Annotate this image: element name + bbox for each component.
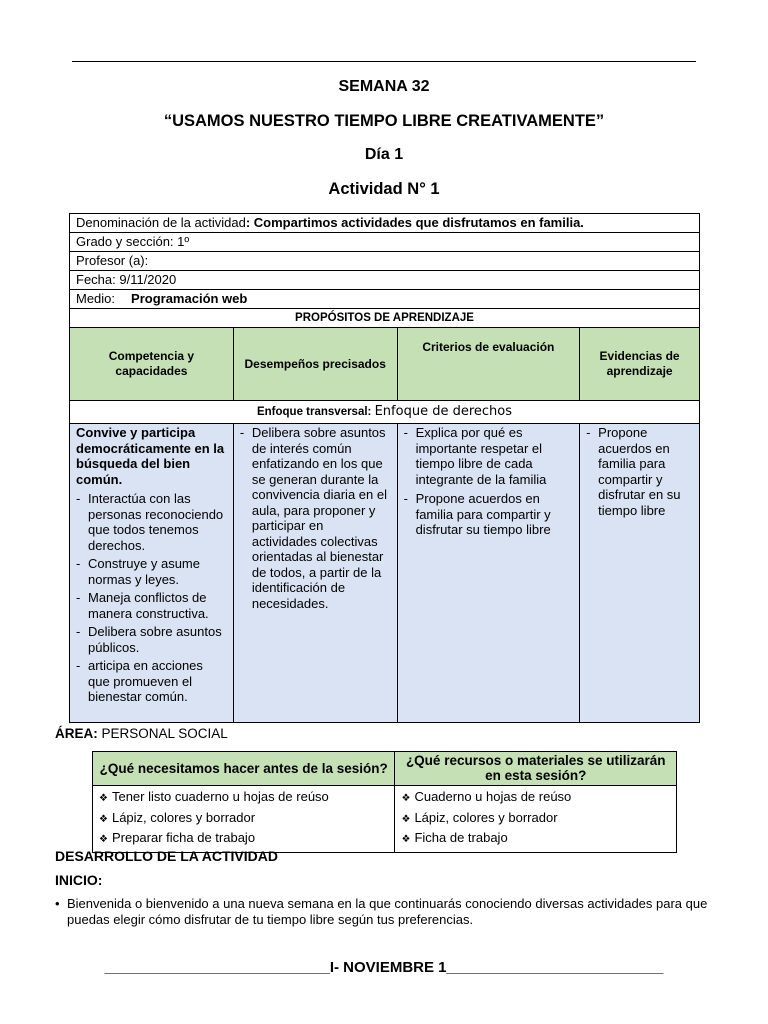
list-item: - articipa en acciones que promueven el bienestar común. (76, 658, 228, 705)
activity-number: Actividad N° 1 (328, 180, 440, 198)
medio-cell (70, 290, 700, 309)
activity-info-table (69, 213, 700, 723)
list-item: ❖ Lápiz, colores y borrador (99, 809, 256, 825)
profesor-cell: Profesor (a): (70, 252, 700, 271)
denominacion-value: : Compartimos actividades que disfrutamos en familia. (245, 215, 584, 230)
list-item: - Explica por qué es importante respetar el tiempo libre de cada integrante de la familia (404, 425, 575, 487)
area-line (55, 726, 228, 741)
inicio-heading: INICIO: (55, 872, 103, 888)
list-item: - Interactúa con las personas reconociendo que todos tenemos derechos. (76, 491, 228, 553)
diamond-bullet-icon: ❖ (99, 813, 108, 825)
col-header-desempenos: Desempeños precisados (233, 328, 397, 401)
evidencias-list (586, 425, 694, 518)
capacidades-list (76, 491, 228, 705)
propositos-heading: PROPÓSITOS DE APRENDIZAJE (70, 309, 700, 328)
grado-cell: Grado y sección: 1º (70, 233, 700, 252)
bullet-dot-icon: • (55, 896, 60, 911)
day-title: Día 1 (364, 146, 404, 163)
evidencias-cell (580, 424, 700, 723)
resources-table (92, 751, 677, 853)
competencia-cell (70, 424, 234, 723)
area-value: PERSONAL SOCIAL (101, 726, 228, 741)
diamond-bullet-icon: ❖ (99, 793, 108, 804)
list-item: - Maneja conflictos de manera constructiva. (76, 590, 228, 621)
list-item: - Construye y asume normas y leyes. (76, 556, 228, 587)
desempenos-cell (233, 424, 397, 723)
diamond-bullet-icon: ❖ (401, 793, 411, 804)
desempenos-list (240, 425, 392, 611)
list-item: - Propone acuerdos en familia para compartir y disfrutar en su tiempo libre (586, 425, 694, 518)
resources-header-materials: ¿Qué recursos o materiales se utilizarán en esta sesión? (395, 752, 677, 786)
fecha-cell: Fecha: 9/11/2020 (70, 271, 700, 290)
list-item: - Delibera sobre asuntos de interés común enfatizando en los que se generan durante la convivencia diaria en el aula, para proponer y participar en actividades colectivas orientadas al bienestar de todos, a partir de la identificación de necesidades. (240, 425, 392, 611)
criterios-list (404, 425, 575, 538)
list-item: ❖ Ficha de trabajo (401, 830, 508, 845)
competencia-title: Convive y participa democráticamente en la búsqueda del bien común. (76, 425, 225, 487)
inicio-text: Bienvenida o bienvenido a una nueva semana en la que continuarás conociendo diversas actividades para que puedas elegir cómo disfrutar de tu tiempo libre según tus preferencias. (67, 896, 708, 927)
list-item: - Propone acuerdos en familia para compartir y disfrutar su tiempo libre (404, 491, 575, 538)
enfoque-cell (70, 401, 700, 424)
denominacion-cell (70, 214, 700, 233)
diamond-bullet-icon: ❖ (99, 834, 108, 845)
enfoque-label: Enfoque transversal: (256, 406, 372, 418)
list-item: ❖ Preparar ficha de trabajo (99, 830, 256, 845)
criterios-cell (397, 424, 580, 723)
activity-theme: “USAMOS NUESTRO TIEMPO LIBRE CREATIVAMENTE” (163, 112, 605, 130)
area-label: ÁREA: (55, 726, 98, 741)
diamond-bullet-icon: ❖ (401, 813, 411, 825)
list-item: - Delibera sobre asuntos públicos. (76, 624, 228, 655)
col-header-competencia: Competencia y capacidades (70, 328, 234, 401)
col-header-evidencias: Evidencias de aprendizaje (580, 328, 700, 401)
list-item: ❖ Tener listo cuaderno u hojas de reúso (99, 789, 329, 804)
list-item: ❖ Lápiz, colores y borrador (401, 809, 558, 825)
top-rule (72, 61, 696, 62)
denominacion-label: Denominación de la actividad (76, 215, 246, 230)
footer-date: ___________________________I- NOVIEMBRE 1__________________________ (104, 959, 664, 976)
inicio-paragraph (55, 896, 745, 927)
enfoque-value: Enfoque de derechos (374, 404, 513, 419)
medio-value: Programación web (131, 291, 248, 306)
resources-header-before: ¿Qué necesitamos hacer antes de la sesión? (93, 752, 395, 786)
col-header-criterios: Criterios de evaluación (397, 328, 580, 401)
list-item: ❖ Cuaderno u hojas de reúso (401, 789, 572, 804)
desarrollo-heading: DESARROLLO DE LA ACTIVIDAD (55, 848, 278, 864)
resources-materials-cell (395, 786, 677, 853)
diamond-bullet-icon: ❖ (401, 834, 411, 845)
week-title: SEMANA 32 (338, 78, 430, 95)
medio-label: Medio: (76, 291, 116, 306)
resources-before-cell (93, 786, 395, 853)
